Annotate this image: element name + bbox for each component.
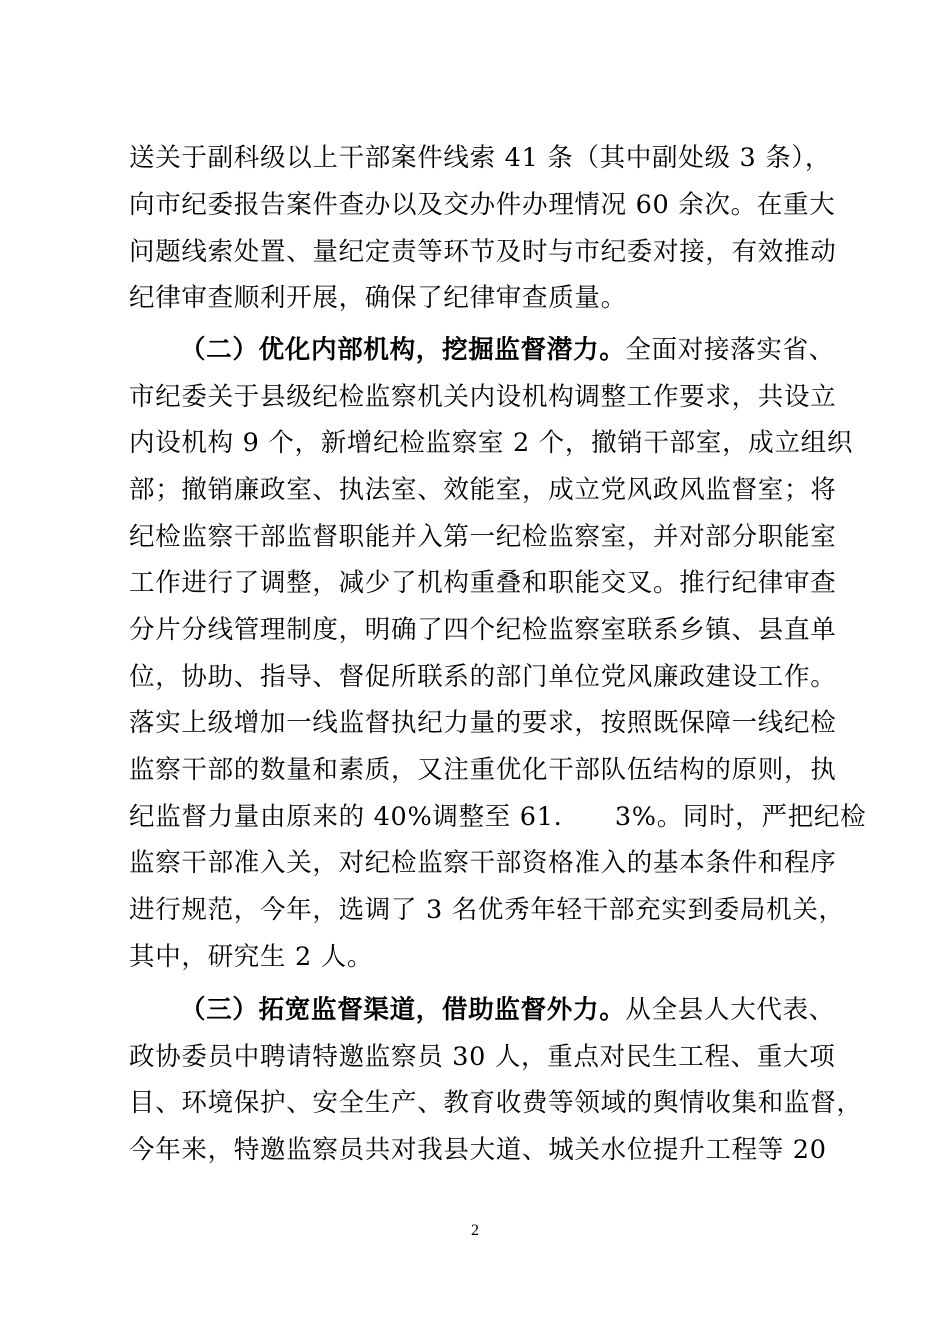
body-text-line: 位，协助、指导、督促所联系的部门单位党风廉政建设工作。 [129, 662, 837, 692]
body-text-line: 纪监督力量由原来的 40%调整至 61. 3%。同时，严把纪检 [129, 802, 867, 832]
paragraph-3-first-line [180, 995, 836, 1025]
body-text-line: 监察干部准入关，对纪检监察干部资格准入的基本条件和程序 [129, 848, 837, 878]
section-heading: （三）拓宽监督渠道，借助监督外力。 [180, 995, 626, 1025]
body-text-line: 分片分线管理制度，明确了四个纪检监察室联系乡镇、县直单 [129, 615, 837, 645]
body-text-line: 工作进行了调整，减少了机构重叠和职能交叉。推行纪律审查 [129, 568, 837, 598]
body-text-line: 监察干部的数量和素质，又注重优化干部队伍结构的原则，执 [129, 755, 837, 785]
body-text-line: 纪律审查顺利开展，确保了纪律审查质量。 [129, 283, 627, 313]
body-text-line: 纪检监察干部监督职能并入第一纪检监察室，并对部分职能室 [129, 522, 837, 552]
paragraph-2-first-line [180, 335, 836, 365]
body-text-line: 部；撤销廉政室、执法室、效能室，成立党风政风监督室；将 [129, 475, 837, 505]
body-text-line: 向市纪委报告案件查办以及交办件办理情况 60 余次。在重大 [129, 190, 836, 220]
body-text: 从全县人大代表、 [625, 995, 836, 1025]
body-text-line: 内设机构 9 个，新增纪检监察室 2 个，撤销干部室，成立组织 [129, 428, 854, 458]
body-text-line: 市纪委关于县级纪检监察机关内设机构调整工作要求，共设立 [129, 382, 837, 412]
body-text-line: 问题线索处置、量纪定责等环节及时与市纪委对接，有效推动 [129, 237, 837, 267]
page-number: 2 [471, 1222, 479, 1239]
section-heading: （二）优化内部机构，挖掘监督潜力。 [180, 335, 626, 365]
body-text-line: 其中，研究生 2 人。 [129, 942, 374, 972]
body-text-line: 进行规范，今年，选调了 3 名优秀年轻干部充实到委局机关， [129, 895, 845, 925]
body-text-line: 落实上级增加一线监督执纪力量的要求，按照既保障一线纪检 [129, 708, 837, 738]
body-text-line: 今年来，特邀监察员共对我县大道、城关水位提升工程等 20 [129, 1135, 827, 1165]
body-text-line: 目、环境保护、安全生产、教育收费等领域的舆情收集和监督， [129, 1088, 863, 1118]
body-text-line: 政协委员中聘请特邀监察员 30 人，重点对民生工程、重大项 [129, 1042, 836, 1072]
body-text-line: 送关于副科级以上干部案件线索 41 条（其中副处级 3 条）， [129, 143, 832, 173]
body-text: 全面对接落实省、 [625, 335, 836, 365]
